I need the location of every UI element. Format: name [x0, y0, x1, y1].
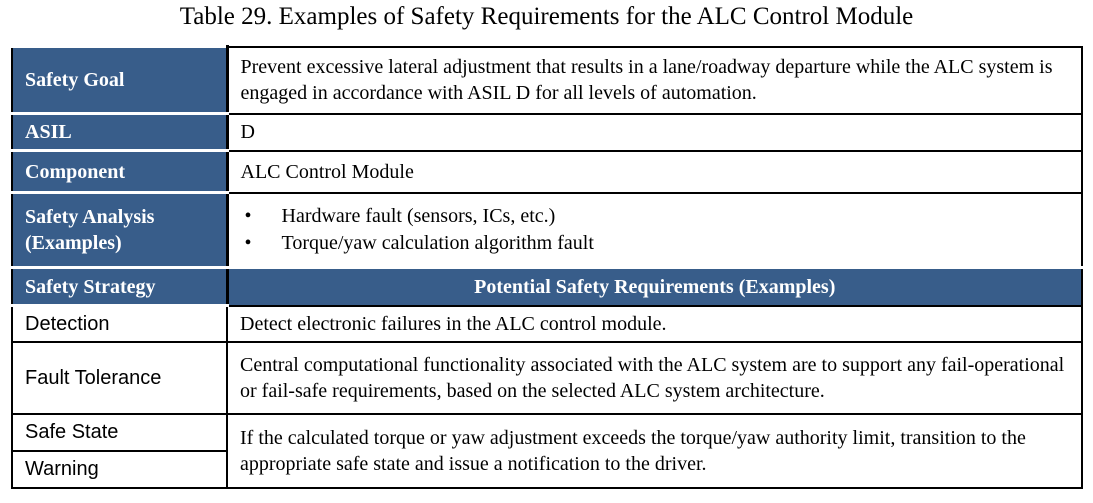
table-row-safety-analysis	[12, 193, 1082, 268]
list-item	[241, 230, 1070, 257]
list-item	[241, 203, 1070, 230]
header-potential-requirements: Potential Safety Requirements (Examples)	[227, 268, 1082, 306]
table-caption: Table 29. Examples of Safety Requirements for the ALC Control Module	[179, 3, 914, 30]
safety-goal-value: Prevent excessive lateral adjustment that results in a lane/roadway departure while the ALC system is engaged in accordance with ASIL D for all levels of automation.	[227, 47, 1082, 114]
safety-analysis-label-line1: Safety Analysis	[25, 206, 155, 228]
asil-value: D	[227, 114, 1082, 151]
safety-analysis-list	[241, 203, 1070, 257]
strategy-detection-requirement: Detect electronic failures in the ALC control module.	[227, 306, 1082, 342]
header-safety-strategy: Safety Strategy	[12, 268, 227, 306]
safety-analysis-item: Hardware fault (sensors, ICs, etc.)	[281, 204, 556, 227]
safety-analysis-label-line2: (Examples)	[25, 232, 122, 254]
component-label: Component	[12, 151, 227, 193]
table-row-safe-state	[12, 414, 1082, 451]
table-row-detection	[12, 306, 1082, 342]
strategy-fault-tolerance-label: Fault Tolerance	[12, 342, 227, 414]
bullet-icon: •	[244, 204, 252, 227]
strategy-fault-tolerance-requirement: Central computational functionality associated with the ALC system are to support any fail-operational or fail-safe requirements, based on the selected ALC system architecture.	[227, 342, 1082, 414]
table-row-safety-goal	[12, 47, 1082, 114]
bullet-icon: •	[244, 231, 252, 254]
strategy-safe-state-label: Safe State	[12, 414, 227, 451]
safety-analysis-value	[227, 193, 1082, 268]
table-header-row	[12, 268, 1082, 306]
safety-requirements-table	[11, 45, 1083, 489]
safety-analysis-item: Torque/yaw calculation algorithm fault	[281, 231, 594, 254]
component-value: ALC Control Module	[227, 151, 1082, 193]
asil-label: ASIL	[12, 114, 227, 151]
strategy-detection-label: Detection	[12, 306, 227, 342]
table-row-component	[12, 151, 1082, 193]
safety-goal-label: Safety Goal	[12, 47, 227, 114]
strategy-safe-state-warning-requirement: If the calculated torque or yaw adjustment exceeds the torque/yaw authority limit, transition to the appropriate safe state and issue a notification to the driver.	[227, 414, 1082, 488]
safety-analysis-label	[12, 193, 227, 268]
table-row-fault-tolerance	[12, 342, 1082, 414]
strategy-warning-label: Warning	[12, 451, 227, 488]
table-row-asil	[12, 114, 1082, 151]
